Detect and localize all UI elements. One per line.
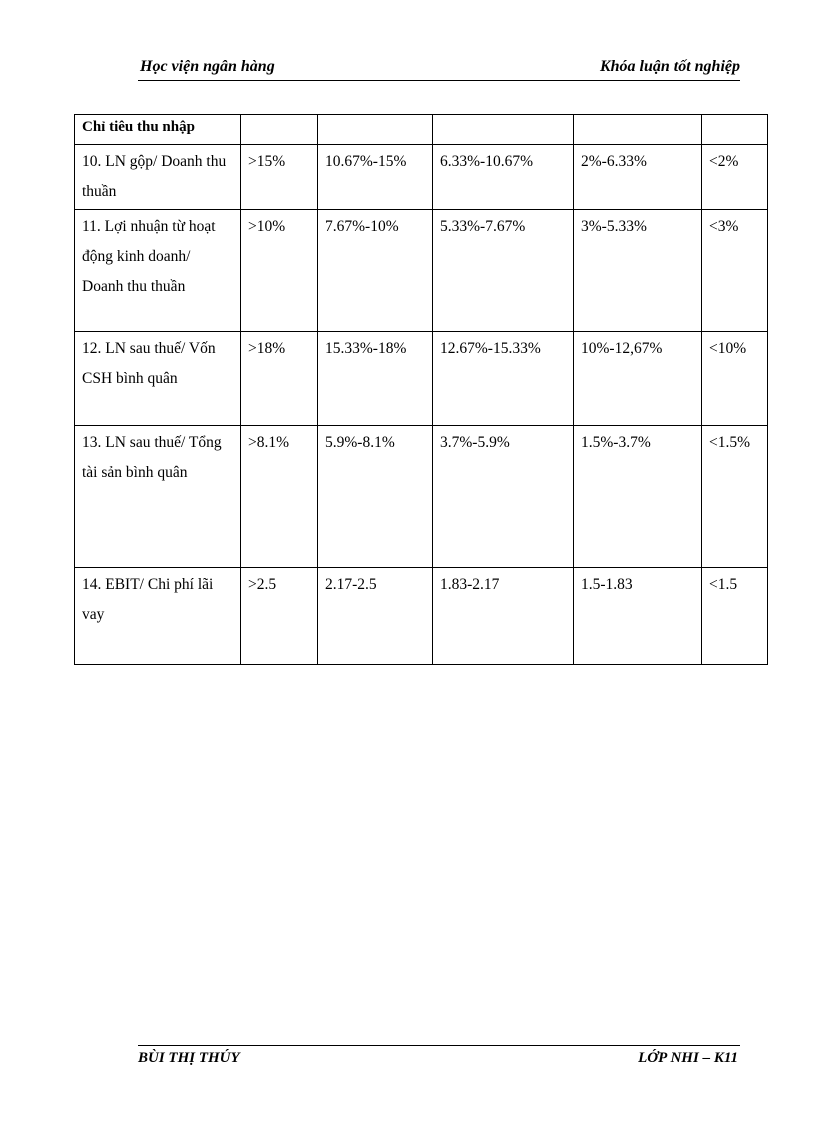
value-cell: <3% (702, 210, 768, 332)
table-row (75, 210, 768, 332)
value-cell: 7.67%-10% (318, 210, 433, 332)
table-title-row (75, 115, 768, 145)
criterion-cell: 11. Lợi nhuận từ hoạt động kinh doanh/ Doanh thu thuần (75, 210, 241, 332)
page-footer (138, 1045, 740, 1072)
criterion-cell: 13. LN sau thuế/ Tổng tài sản bình quân (75, 426, 241, 568)
value-cell: 10%-12,67% (574, 332, 702, 426)
table-row (75, 145, 768, 210)
value-cell: 15.33%-18% (318, 332, 433, 426)
table-row (75, 568, 768, 665)
value-cell: <10% (702, 332, 768, 426)
value-cell: 6.33%-10.67% (433, 145, 574, 210)
criterion-cell: 14. EBIT/ Chi phí lãi vay (75, 568, 241, 665)
value-cell: <1.5 (702, 568, 768, 665)
table-row (75, 426, 768, 568)
header-document-type: Khóa luận tốt nghiệp (599, 58, 740, 75)
table-row (75, 332, 768, 426)
value-cell: 5.33%-7.67% (433, 210, 574, 332)
value-cell: 2.17-2.5 (318, 568, 433, 665)
value-cell: 3%-5.33% (574, 210, 702, 332)
value-cell: >8.1% (241, 426, 318, 568)
criterion-cell: 12. LN sau thuế/ Vốn CSH bình quân (75, 332, 241, 426)
value-cell: 5.9%-8.1% (318, 426, 433, 568)
footer-author: BÙI THỊ THÚY (138, 1050, 240, 1066)
table-title: Chỉ tiêu thu nhập (75, 115, 241, 145)
value-cell: 3.7%-5.9% (433, 426, 574, 568)
value-cell: 12.67%-15.33% (433, 332, 574, 426)
value-cell: 1.5%-3.7% (574, 426, 702, 568)
criterion-cell: 10. LN gộp/ Doanh thu thuần (75, 145, 241, 210)
value-cell: 1.83-2.17 (433, 568, 574, 665)
value-cell: 1.5-1.83 (574, 568, 702, 665)
value-cell: >18% (241, 332, 318, 426)
value-cell: 2%-6.33% (574, 145, 702, 210)
header-institution: Học viện ngân hàng (140, 58, 275, 75)
value-cell: >15% (241, 145, 318, 210)
value-cell: <1.5% (702, 426, 768, 568)
footer-class: LỚP NHI – K11 (638, 1050, 738, 1066)
value-cell: >2.5 (241, 568, 318, 665)
value-cell: >10% (241, 210, 318, 332)
value-cell: <2% (702, 145, 768, 210)
income-criteria-table (74, 114, 768, 665)
page-header (138, 58, 740, 81)
value-cell: 10.67%-15% (318, 145, 433, 210)
